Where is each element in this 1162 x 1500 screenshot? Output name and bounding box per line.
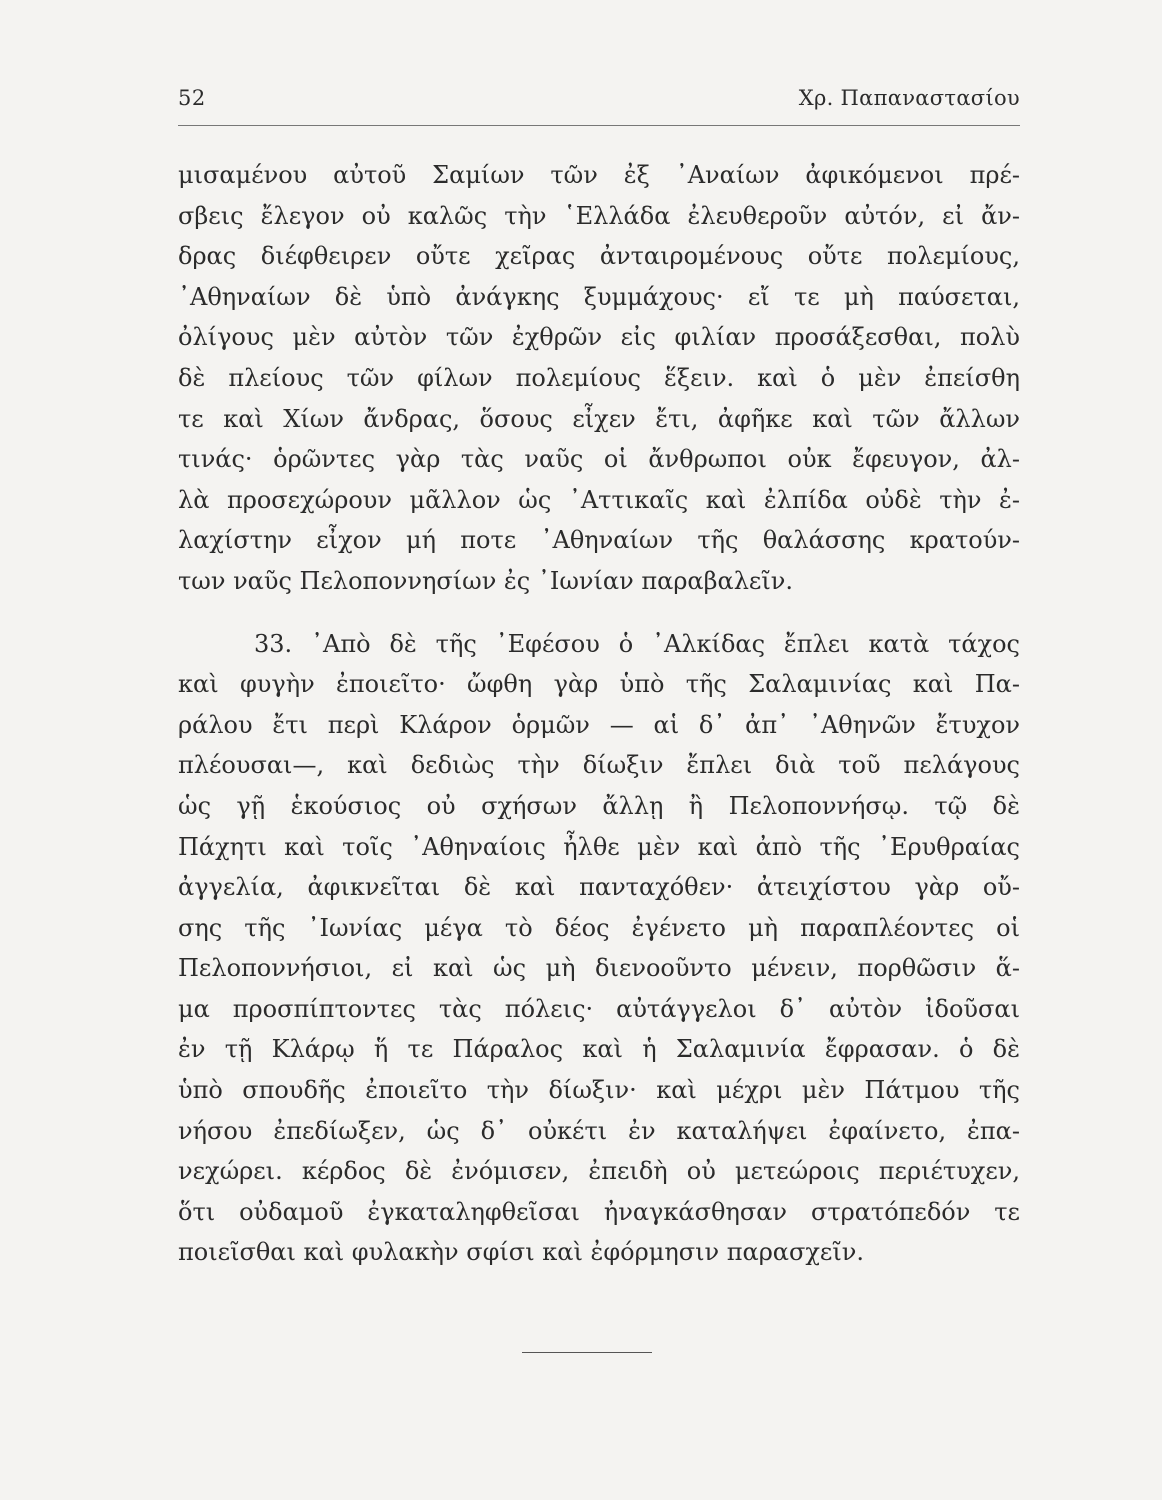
body-text (178, 155, 1020, 1273)
header-rule (178, 125, 1020, 126)
text-line: νεχώρει. κέρδος δὲ ἐνόμισεν, ἐπειδὴ οὐ μετεώροις περιέτυχεν, (178, 1157, 1020, 1186)
text-line: ἀγγελία, ἀφικνεῖται δὲ καὶ πανταχόθεν· ἀτειχίστου γὰρ οὔ- (178, 873, 1020, 902)
page-header (178, 86, 1020, 116)
text-line: ράλου ἔτι περὶ Κλάρον ὁρμῶν — αἱ δ᾿ ἀπ᾿ ᾿Αθηνῶν ἔτυχον (178, 710, 1020, 739)
text-line: καὶ φυγὴν ἐποιεῖτο· ὤφθη γὰρ ὑπὸ τῆς Σαλαμινίας καὶ Πα- (178, 670, 1020, 699)
text-line: Πάχητι καὶ τοῖς ᾿Αθηναίοις ἦλθε μὲν καὶ ἀπὸ τῆς ᾿Ερυθραίας (178, 832, 1020, 861)
text-line: μισαμένου αὐτοῦ Σαμίων τῶν ἐξ ᾿Αναίων ἀφικόμενοι πρέ- (178, 161, 1020, 189)
text-line: ὀλίγους μὲν αὐτὸν τῶν ἐχθρῶν εἰς φιλίαν προσάξεσθαι, πολὺ (178, 323, 1020, 352)
text-line: νήσου ἐπεδίωξεν, ὡς δ᾿ οὐκέτι ἐν καταλήψει ἐφαίνετο, ἐπα- (178, 1116, 1020, 1145)
end-rule (522, 1352, 652, 1353)
text-line: ᾿Αθηναίων δὲ ὑπὸ ἀνάγκης ξυμμάχους· εἴ τε μὴ παύσεται, (178, 282, 1020, 311)
text-line: μα προσπίπτοντες τὰς πόλεις· αὐτάγγελοι δ᾿ αὐτὸν ἰδοῦσαι (178, 994, 1020, 1023)
text-line: των ναῦς Πελοποννησίων ἐς ᾿Ιωνίαν παραβαλεῖν. (178, 566, 793, 595)
text-line: 33. ᾿Απὸ δὲ τῆς ᾿Εφέσου ὁ ᾿Αλκίδας ἔπλει κατὰ τάχος (254, 629, 1020, 658)
text-line: πλέουσαι—, καὶ δεδιὼς τὴν δίωξιν ἔπλει διὰ τοῦ πελάγους (178, 751, 1020, 780)
text-line: σβεις ἔλεγον οὐ καλῶς τὴν ῾Ελλάδα ἐλευθεροῦν αὐτόν, εἰ ἄν- (178, 201, 1020, 230)
text-line: ἐν τῇ Κλάρῳ ἥ τε Πάραλος καὶ ἡ Σαλαμινία ἔφρασαν. ὁ δὲ (178, 1035, 1020, 1064)
text-line: σης τῆς ᾿Ιωνίας μέγα τὸ δέος ἐγένετο μὴ παραπλέοντες οἱ (178, 913, 1020, 942)
text-line: δὲ πλείους τῶν φίλων πολεμίους ἕξειν. καὶ ὁ μὲν ἐπείσθη (178, 363, 1020, 392)
text-line: τε καὶ Χίων ἄνδρας, ὅσους εἶχεν ἔτι, ἀφῆκε καὶ τῶν ἄλλων (178, 404, 1020, 433)
text-line: ὑπὸ σπουδῆς ἐποιεῖτο τὴν δίωξιν· καὶ μέχρι μὲν Πάτμου τῆς (178, 1076, 1020, 1105)
text-line: Πελοποννήσιοι, εἰ καὶ ὡς μὴ διενοοῦντο μένειν, πορθῶσιν ἅ- (178, 954, 1020, 983)
page-number: 52 (178, 86, 206, 110)
text-line: δρας διέφθειρεν οὔτε χεῖρας ἀνταιρομένους οὔτε πολεμίους, (178, 242, 1020, 271)
running-head: Χρ. Παπαναστασίου (798, 86, 1020, 110)
text-line: λὰ προσεχώρουν μᾶλλον ὡς ᾿Αττικαῖς καὶ ἐλπίδα οὐδὲ τὴν ἐ- (178, 485, 1020, 514)
paragraph-2 (178, 624, 1020, 1274)
text-line: τινάς· ὁρῶντες γὰρ τὰς ναῦς οἱ ἄνθρωποι οὐκ ἔφευγον, ἀλ- (178, 445, 1020, 474)
text-line: ποιεῖσθαι καὶ φυλακὴν σφίσι καὶ ἐφόρμησιν παρασχεῖν. (178, 1238, 864, 1267)
text-line: ὡς γῇ ἑκούσιος οὐ σχήσων ἄλλῃ ἢ Πελοποννήσῳ. τῷ δὲ (178, 791, 1020, 820)
paragraph-1 (178, 155, 1020, 602)
text-line: λαχίστην εἶχον μή ποτε ᾿Αθηναίων τῆς θαλάσσης κρατούν- (178, 526, 1020, 555)
paragraph-gap (178, 602, 1020, 624)
text-line: ὅτι οὐδαμοῦ ἐγκαταληφθεῖσαι ἠναγκάσθησαν στρατόπεδόν τε (178, 1197, 1020, 1226)
